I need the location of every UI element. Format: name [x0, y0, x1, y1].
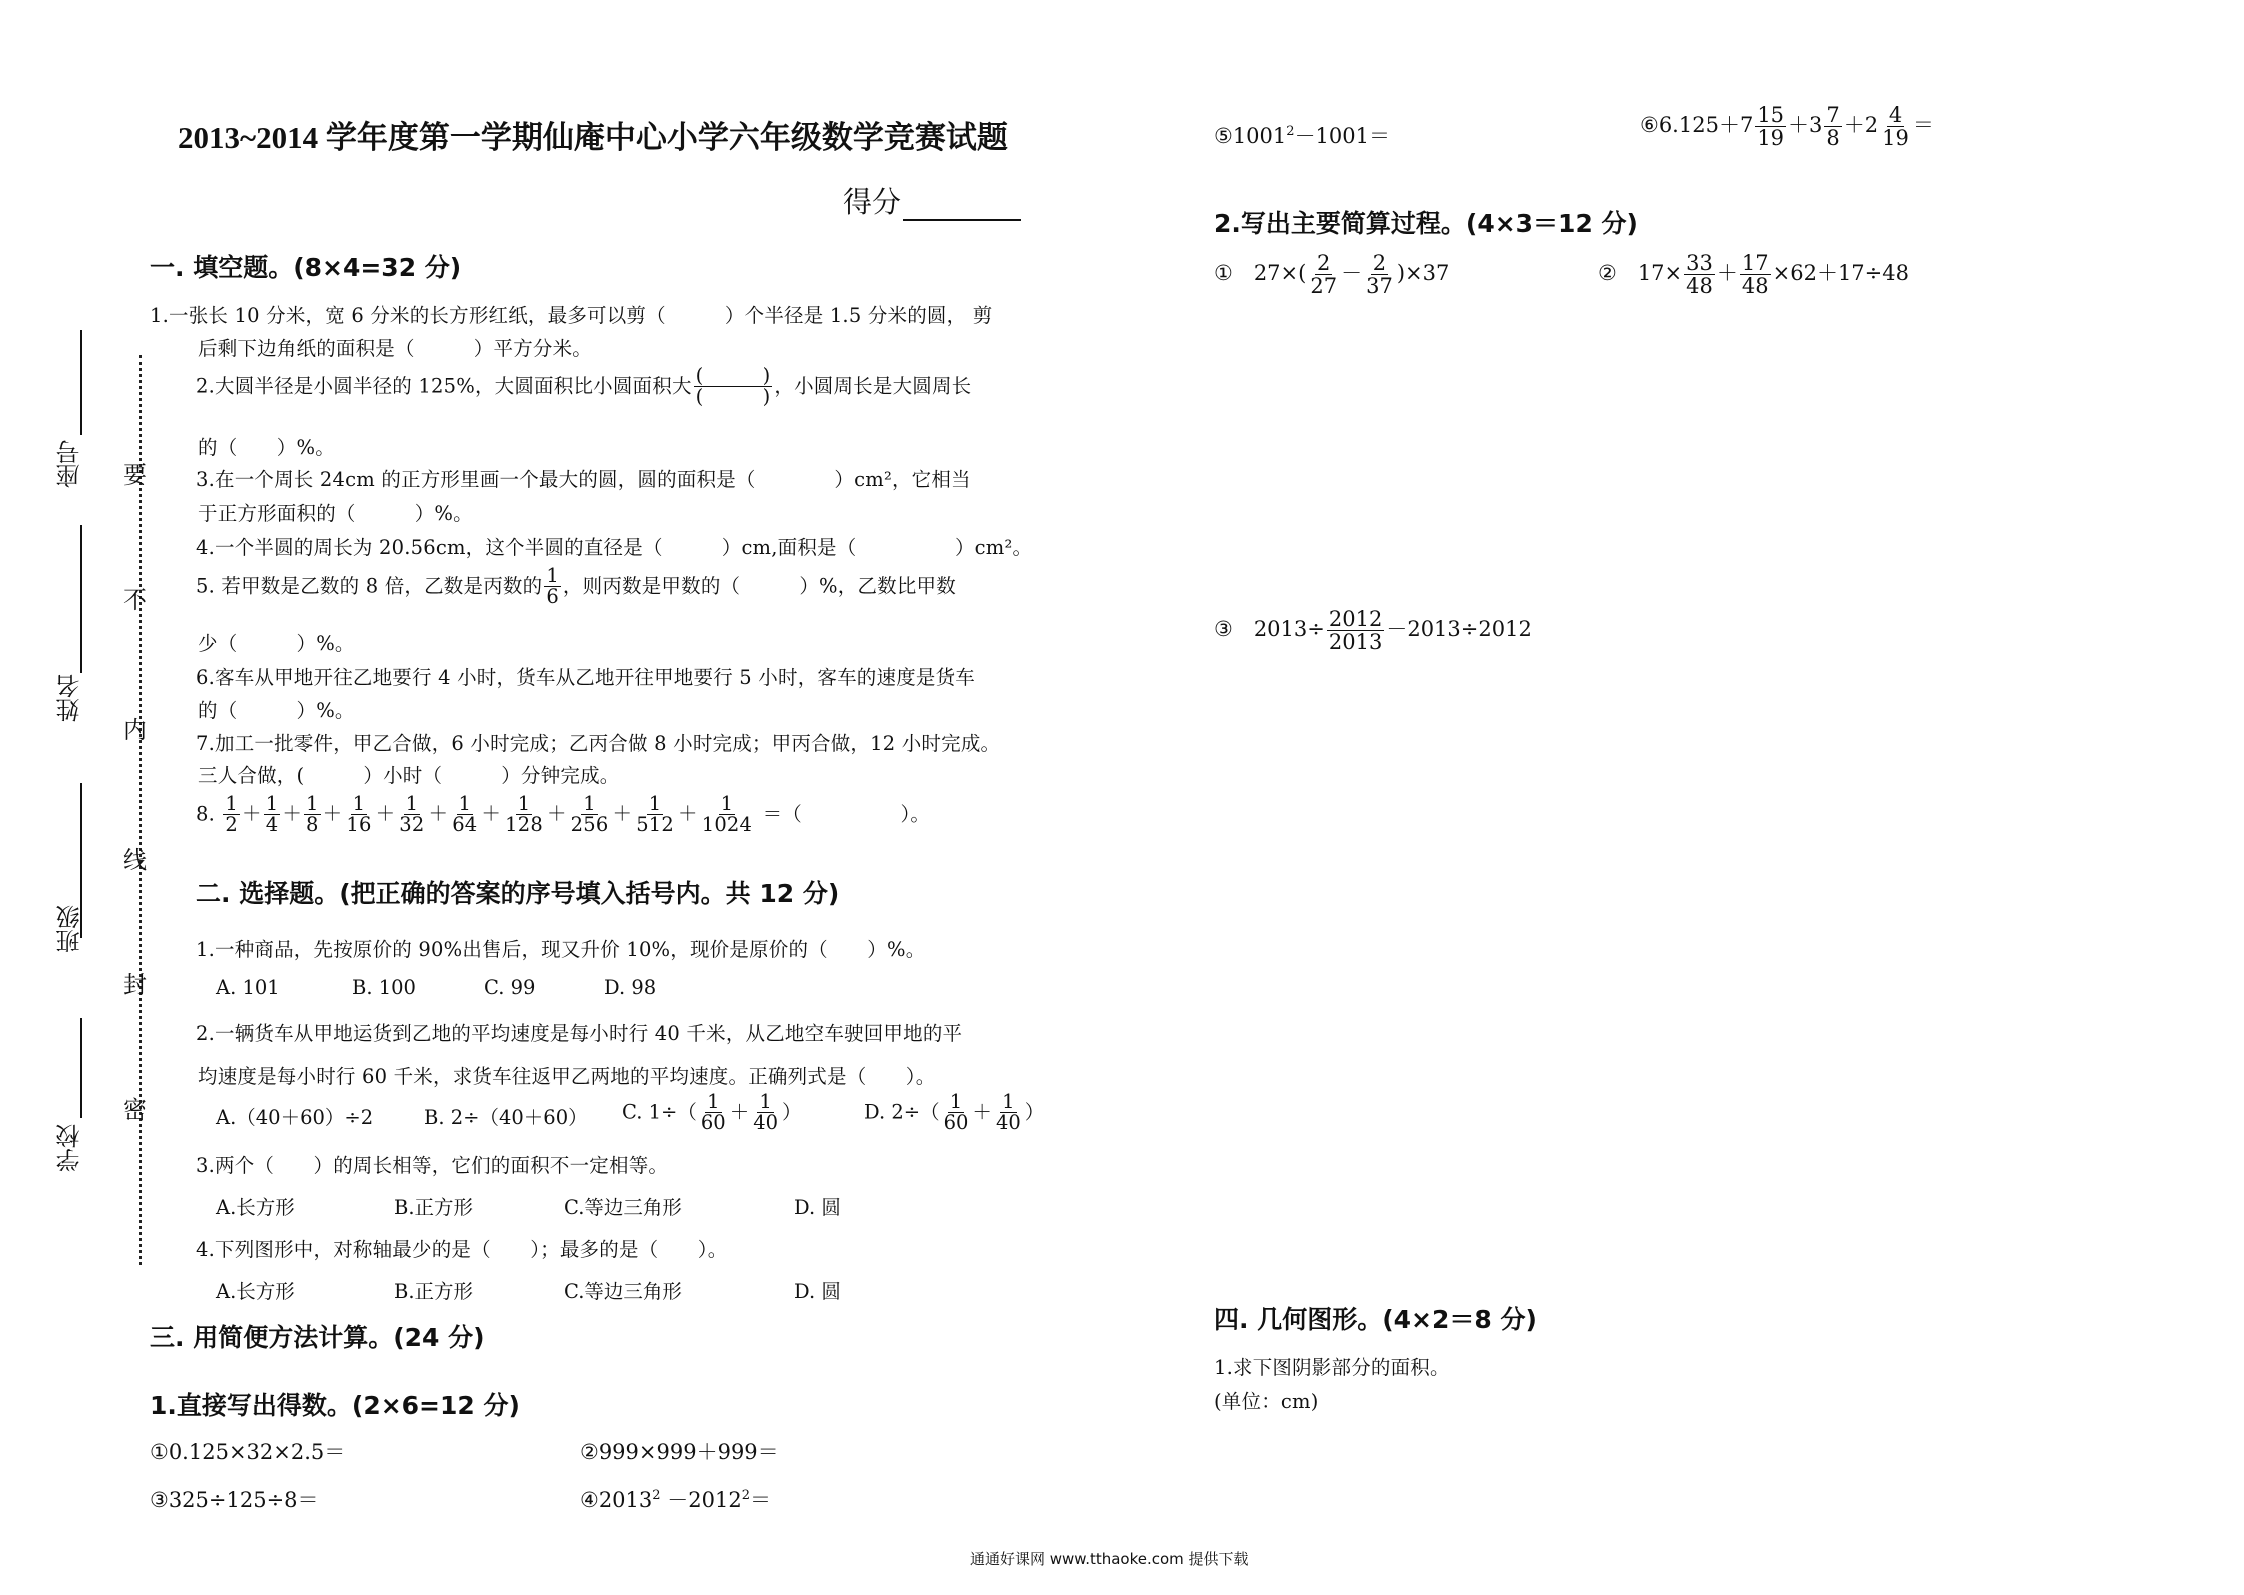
fraction-denominator: 32 [399, 813, 425, 837]
fraction [264, 794, 281, 836]
page-title: 2013~2014 学年度第一学期仙庵中心小学六年级数学竞赛试题 [178, 120, 1008, 155]
fraction [1308, 252, 1339, 297]
class-label: 班级 [56, 905, 84, 953]
question-1-7: 7.加工一批零件，甲乙合做，6 小时完成；乙丙合做 8 小时完成；甲丙合做，12 小时完成。 [196, 732, 1001, 755]
fraction [450, 794, 479, 836]
seal-char: 要 [123, 461, 147, 489]
fraction-denominator: 128 [505, 813, 543, 837]
question-2-4: 4.下列图形中，对称轴最少的是（ ）；最多的是（ ）。 [196, 1238, 728, 1261]
question-text: 2.大圆半径是小圆半径的 125%，大圆面积比小圆面积大 [196, 374, 692, 398]
fraction-numerator: 1 [583, 792, 596, 815]
fraction-denominator: 40 [753, 1111, 779, 1135]
question-text: ，则丙数是甲数的（ ）%，乙数比甲数 [562, 574, 956, 598]
calc-text: －2013÷2012 [1386, 617, 1532, 642]
question-1-6-cont: 的（ ）%。 [198, 699, 355, 722]
footer: 通通好课网 www.tthaoke.com 提供下载 [970, 1550, 1249, 1568]
plus-sign: ＋ [612, 802, 633, 826]
calc-text: ＝ [749, 1488, 771, 1512]
fraction-numerator: 1 [458, 792, 472, 815]
fraction [751, 1092, 780, 1134]
calc-4: ④2013$^2$ $-2012^2=$ [580, 1488, 771, 1512]
process-2: ② 17× $\frac{33}{48}$ ＋ $\frac{17}{48}$ ×62＋17÷48 [1598, 251, 1909, 299]
process-1: ① 27×( $\frac{2}{27}$ － $\frac{2}{37}$ )×37 [1214, 251, 1450, 299]
fraction-denominator: 19 [1882, 126, 1909, 151]
name-label: 姓名 [56, 674, 84, 722]
fraction-denominator: 2013 [1328, 630, 1383, 655]
fraction [304, 794, 321, 836]
question-text: ＝（ ）。 [762, 802, 931, 826]
option[interactable]: D. 98 [604, 976, 657, 999]
fraction-numerator: 1 [648, 792, 662, 815]
calc-text: )×37 [1396, 261, 1450, 286]
fraction [699, 1092, 728, 1134]
fraction-numerator: 7 [1826, 103, 1840, 127]
fraction [397, 794, 426, 836]
calc-5: $⑤1001^2-1001=$ [1214, 124, 1391, 148]
fraction-numerator: 1 [759, 1090, 772, 1113]
fraction-denominator: 2 [225, 813, 239, 837]
calc-1: ①0.125×32×2.5＝ [150, 1440, 346, 1464]
fraction-denominator: 256 [570, 813, 609, 837]
binding-line [80, 330, 82, 435]
option[interactable]: D. 圆 [794, 1280, 841, 1303]
question-1-3-cont: 于正方形面积的（ ）%。 [198, 502, 473, 525]
calc-2: ②999×999＋999＝ [580, 1440, 779, 1464]
fraction [942, 1092, 971, 1134]
fraction-denominator: 60 [700, 1111, 726, 1135]
process-3 [1214, 608, 1532, 653]
option[interactable]: B.正方形 [394, 1280, 474, 1303]
fraction-denominator: 6 [546, 585, 559, 609]
plus-sign: ＋ [428, 802, 449, 826]
calc-text: ×62＋17÷48 [1772, 261, 1909, 286]
option[interactable]: A.（40＋60）÷2 [216, 1106, 374, 1129]
unit-note: (单位：cm) [1214, 1390, 1319, 1413]
section-1-heading: 一. 填空题。(8×4=32 分) [150, 253, 462, 282]
calc-text: －1001＝ [1294, 124, 1391, 148]
calc-text: ③ 2013÷ [1214, 617, 1325, 642]
plus-sign: ＋ [242, 802, 262, 826]
question-1-6: 6.客车从甲地开往乙地要行 4 小时，货车从乙地开往甲地要行 5 小时，客车的速度是货车 [196, 666, 976, 689]
fraction [503, 794, 545, 836]
question-1-5 [196, 566, 956, 608]
score-label: 得分 [843, 185, 902, 219]
plus-sign: ＋ [481, 802, 502, 826]
question-1-1-cont: 后剩下边角纸的面积是（ ）平方分米。 [198, 337, 593, 360]
fraction-numerator: 17 [1741, 251, 1769, 275]
fraction-denominator: 8 [306, 813, 319, 837]
fraction [223, 794, 240, 836]
fraction [344, 794, 373, 836]
fraction-numerator: 1 [1002, 1090, 1015, 1113]
calc-text: ④2013 [580, 1488, 653, 1512]
question-1-5-cont: 少（ ）%。 [198, 632, 355, 655]
fraction-numerator: 1 [405, 792, 419, 815]
fraction-denominator: 1024 [701, 813, 753, 837]
fraction-numerator: ( ) [695, 364, 771, 387]
seal-char: 不 [123, 586, 147, 614]
question-2-3: 3.两个（ ）的周长相等，它们的面积不一定相等。 [196, 1154, 669, 1177]
calc-6: ⑥6.125＋7 $\frac{15}{19}$ ＋3 $\frac{7}{8}$ ＋2 $\frac{4}{19}$ ＝ [1640, 103, 1934, 151]
fraction-denominator: 60 [943, 1111, 969, 1135]
calc-text: ① 27×( [1214, 261, 1307, 286]
calc-text: －2012 [667, 1488, 742, 1512]
fraction-numerator: 2012 [1328, 607, 1383, 631]
question-1-7-cont: 三人合做，( ）小时（ ）分钟完成。 [198, 764, 620, 787]
seal-dotted-line [139, 355, 142, 1265]
seal-char: 密 [123, 1096, 147, 1124]
question-1-2 [196, 366, 971, 408]
plus-sign: ＋ [678, 802, 698, 826]
option[interactable]: C.等边三角形 [564, 1280, 682, 1303]
fraction [544, 566, 561, 608]
option[interactable]: D. 2÷（ $\frac{1}{60}$ ＋ $\frac{1}{40}$ ） [864, 1090, 1045, 1135]
fraction-denominator: 16 [346, 813, 372, 837]
calc-text: ② 17× [1598, 261, 1683, 286]
option[interactable]: C. 1÷（ $\frac{1}{60}$ ＋ $\frac{1}{40}$ ） [622, 1090, 802, 1135]
fraction [1740, 252, 1771, 297]
seal-char: 内 [123, 716, 147, 744]
fraction-series [221, 792, 756, 837]
plus-sign: ＋ [546, 802, 567, 826]
school-label: 学校 [56, 1124, 84, 1172]
fraction-numerator: 1 [949, 1090, 963, 1113]
score-field [843, 180, 1021, 221]
fraction-denominator: 27 [1310, 274, 1338, 299]
fraction [994, 1092, 1023, 1134]
option[interactable]: C. 99 [484, 976, 536, 999]
option[interactable]: B.正方形 [394, 1196, 474, 1219]
fraction-numerator: 1 [707, 1090, 720, 1113]
fraction-numerator: 1 [306, 792, 319, 815]
fraction [569, 794, 611, 836]
option[interactable]: A. 101 [216, 976, 280, 999]
fraction-numerator: 15 [1757, 103, 1785, 127]
fraction [1684, 252, 1715, 297]
question-2-1: 1.一种商品，先按原价的 90%出售后，现又升价 10%，现价是原价的（ ）%。 [196, 938, 926, 961]
option[interactable]: B. 100 [352, 976, 416, 999]
fraction-numerator: 33 [1686, 251, 1713, 275]
fraction-denominator: 8 [1826, 126, 1840, 151]
option[interactable]: B. 2÷（40＋60） [424, 1106, 588, 1129]
fraction-denominator: 37 [1366, 274, 1393, 299]
section-2-heading: 二. 选择题。(把正确的答案的序号填入括号内。共 12 分) [196, 879, 840, 908]
section-3-sub1: 1.直接写出得数。(2×6=12 分) [150, 1391, 520, 1420]
fraction-numerator: 1 [352, 792, 366, 815]
score-blank[interactable] [903, 189, 1021, 221]
fraction-denominator: 48 [1686, 274, 1713, 299]
option-text: D. 2÷（ [864, 1100, 940, 1124]
fraction [1824, 104, 1841, 149]
question-text: ，小圆周长是大圆周长 [774, 374, 972, 398]
question-number: 8. [196, 802, 216, 826]
fraction-numerator: 1 [720, 792, 734, 815]
binding-line [80, 1018, 82, 1118]
option[interactable]: A.长方形 [216, 1280, 295, 1303]
plus-sign: ＋ [282, 802, 303, 826]
calc-3: ③325÷125÷8＝ [150, 1488, 319, 1512]
fraction [634, 794, 676, 836]
question-1-8 [196, 794, 930, 836]
fraction-numerator: 1 [517, 792, 531, 815]
seat-label: 座号 [56, 440, 84, 488]
fraction-denominator: 512 [636, 813, 675, 837]
fraction-numerator: 4 [1888, 103, 1903, 127]
section-4-heading: 四. 几何图形。(4×2＝8 分) [1214, 1305, 1537, 1334]
option-text: C. 1÷（ [622, 1100, 697, 1124]
fraction-denominator: 64 [452, 813, 478, 837]
fraction-denominator: 48 [1741, 274, 1769, 299]
question-1-1: 1.一张长 10 分米，宽 6 分米的长方形红纸，最多可以剪（ ）个半径是 1.5 分米的圆， 剪 [150, 304, 993, 327]
fraction [700, 794, 754, 836]
calc-text: ⑤1001 [1214, 124, 1287, 148]
fraction-numerator: 1 [546, 564, 559, 587]
fraction-denominator: 4 [265, 813, 279, 837]
question-2-2: 2.一辆货车从甲地运货到乙地的平均速度是每小时行 40 千米，从乙地空车驶回甲地的平 [196, 1022, 963, 1045]
option[interactable]: C.等边三角形 [564, 1196, 682, 1219]
question-1-2-cont: 的（ ）%。 [198, 436, 335, 459]
fraction-denominator: 40 [995, 1111, 1021, 1135]
question-4-1: 1.求下图阴影部分的面积。 [1214, 1356, 1450, 1379]
section-3-heading: 三. 用简便方法计算。(24 分) [150, 1323, 485, 1352]
binding-line [80, 525, 82, 673]
plus-sign: ＋ [375, 802, 396, 826]
seal-char: 封 [123, 971, 147, 999]
question-text: 5. 若甲数是乙数的 8 倍，乙数是丙数的 [196, 574, 543, 598]
fraction-numerator: 2 [1317, 251, 1331, 275]
fraction-denominator: 19 [1757, 126, 1785, 151]
fraction-numerator: 1 [225, 792, 239, 815]
question-2-2-cont: 均速度是每小时行 60 千米，求货车往返甲乙两地的平均速度。正确列式是（ ）。 [198, 1065, 936, 1088]
section-3-sub2: 2.写出主要简算过程。(4×3＝12 分) [1214, 209, 1638, 238]
option[interactable]: A.长方形 [216, 1196, 295, 1219]
question-1-3: 3.在一个周长 24cm 的正方形里画一个最大的圆，圆的面积是（ ）cm²，它相当 [196, 468, 971, 491]
question-1-4: 4.一个半圆的周长为 20.56cm，这个半圆的直径是（ ）cm,面积是（ ）cm²。 [196, 536, 1033, 559]
fraction [1327, 608, 1384, 653]
plus-sign: ＋ [322, 802, 343, 826]
fraction-denominator: ( ) [695, 385, 771, 409]
calc-text: ⑥6.125＋7 [1640, 113, 1754, 138]
fraction [1880, 104, 1911, 149]
seal-char: 线 [123, 846, 147, 874]
option[interactable]: D. 圆 [794, 1196, 841, 1219]
fraction [1364, 252, 1395, 297]
fraction [1755, 104, 1786, 149]
answer-fraction[interactable] [694, 366, 773, 408]
fraction-numerator: 1 [265, 792, 279, 815]
fraction-numerator: 2 [1372, 251, 1387, 275]
